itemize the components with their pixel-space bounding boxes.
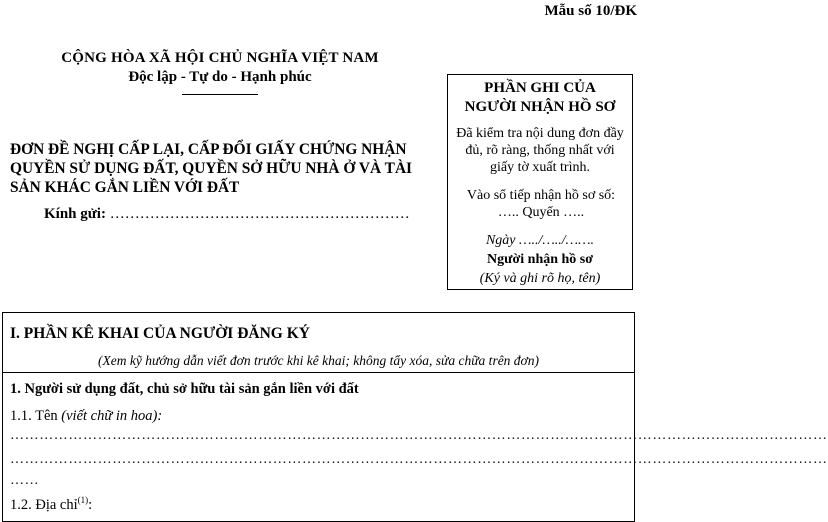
section-note: (Xem kỹ hướng dẫn viết đơn trước khi kê khai; không tẩy xóa, sửa chữa trên đơn)	[97, 353, 540, 368]
name-field-line-3[interactable]: ……	[10, 473, 40, 488]
receipt-date: Ngày …../…../…….	[485, 233, 595, 248]
form-code: Mẫu số 10/ĐK	[544, 3, 637, 19]
motto: Độc lập - Tự do - Hạnh phúc	[128, 69, 312, 85]
item11-label-text: 1.1. Tên	[10, 408, 58, 424]
section-title: I. PHẦN KÊ KHAI CỦA NGƯỜI ĐĂNG KÝ	[10, 325, 310, 342]
name-field-line-1[interactable]: ……………………………………………………………………………………………………………………………………………………	[10, 428, 828, 443]
receipt-title-line2: NGƯỜI NHẬN HỒ SƠ	[464, 99, 616, 115]
receipt-box	[447, 74, 633, 290]
receipt-register	[452, 187, 630, 221]
receipt-title	[448, 79, 632, 117]
motto-underline	[182, 94, 258, 95]
national-header	[40, 50, 400, 95]
receipt-register-line2: ….. Quyển …..	[497, 205, 585, 220]
item11-hint: (viết chữ in hoa):	[61, 408, 163, 424]
item11-label	[10, 408, 162, 425]
item1-heading: 1. Người sử dụng đất, chủ sở hữu tài sản gắn liền với đất	[10, 381, 359, 397]
nation-title: CỘNG HÒA XÃ HỘI CHỦ NGHĨA VIỆT NAM	[61, 50, 379, 66]
receipt-title-line1: PHẦN GHI CỦA	[484, 80, 596, 96]
document-title: ĐƠN ĐỀ NGHỊ CẤP LẠI, CẤP ĐỔI GIẤY CHỨNG NHẬN QUYỀN SỬ DỤNG ĐẤT, QUYỀN SỞ HỮU NHÀ Ở VÀ TÀI SẢN KHÁC GẮN LIỀN VỚI ĐẤT	[10, 141, 413, 196]
recipient-label: Kính gửi:	[44, 206, 106, 222]
item12-footnote: (1)	[77, 495, 89, 505]
section-header	[3, 313, 634, 373]
recipient-field[interactable]: ……………………………………………………	[109, 206, 410, 222]
receipt-register-line1: Vào sổ tiếp nhận hồ sơ số:	[466, 188, 616, 203]
receipt-check-text: Đã kiểm tra nội dung đơn đầy đủ, rõ ràng, thống nhất với giấy tờ xuất trình.	[456, 126, 624, 175]
declaration-table	[2, 312, 828, 522]
item12-label	[10, 495, 92, 514]
receipt-receiver-label: Người nhận hồ sơ	[487, 252, 593, 267]
item12-label-text: 1.2. Địa chỉ	[10, 496, 78, 513]
recipient-line	[44, 206, 410, 223]
receipt-receiver-note: (Ký và ghi rõ họ, tên)	[479, 271, 601, 286]
item12-colon: :	[88, 496, 93, 513]
name-field-line-2[interactable]: ……………………………………………………………………………………………………………………………………………………	[10, 452, 828, 467]
